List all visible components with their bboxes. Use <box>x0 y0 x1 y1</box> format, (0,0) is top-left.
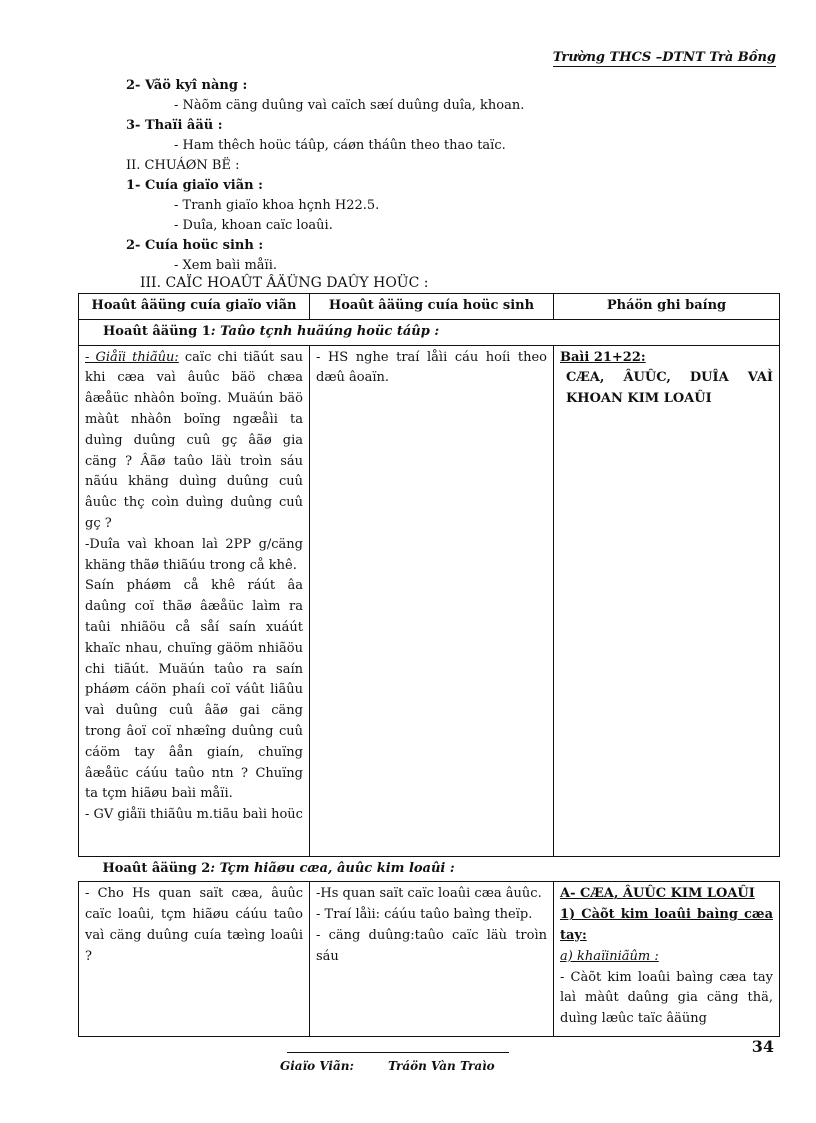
student-activity-cell: - HS nghe traí låìi cáu hoíi theo dæû âoaïn. <box>310 345 554 856</box>
activity-row <box>79 856 780 882</box>
table-row <box>79 882 780 1037</box>
activity-title: : Tçm hiãøu cæa, âuûc kim loaûi : <box>210 860 455 876</box>
skill-item: - Nàõm cäng duûng vaì caïch sæí duûng duîa, khoan. <box>174 98 525 113</box>
teacher-paragraph: - GV giåïi thiãûu m.tiãu baìi hoüc <box>85 807 303 823</box>
activities-heading: III. CAÏC HOAÛT ÂÄÜNG DAÛY HOÜC : <box>140 275 429 291</box>
intro-label: - Giåïi thiãûu: <box>85 349 179 365</box>
teacher-prep-item: - Duîa, khoan caïc loaûi. <box>174 218 333 233</box>
student-activity-cell: -Hs quan saït caïc loaûi cæa âuûc. - Traí låìi: cáúu taûo baìng theïp. - cäng duûng:taûo caïc läù troìn sáu <box>310 882 554 1037</box>
teacher-prep-item: - Tranh giaïo khoa hçnh H22.5. <box>174 198 380 213</box>
teacher-paragraph: -Duîa vaì khoan laì 2PP g/cäng khäng thãø thiãúu trong cå khê. <box>85 536 303 573</box>
board-subtitle: CÆA, ÂUÛC, DUÎA VAÌ KHOAN KIM LOAÛI <box>566 370 773 407</box>
teacher-label: Giaïo Viãn: <box>280 1059 354 1073</box>
activity-label: Hoaût âäüng 1 <box>103 323 211 339</box>
teacher-activity-cell: - Cho Hs quan saït cæa, âuûc caïc loaûi, tçm hiãøu cáúu taûo vaì cäng duûng cuía tæìng loaûi ? <box>79 882 310 1037</box>
attitude-item: - Ham thêch hoüc táûp, cáøn tháûn theo thao taïc. <box>174 138 506 153</box>
table-header-row <box>79 294 780 320</box>
prep-heading: II. CHUÁØN BË : <box>126 158 240 173</box>
teacher-signature: Tráön Vàn Traìo <box>388 1059 495 1073</box>
teacher-activity-cell <box>79 345 310 856</box>
board-def-label: a) khaïiniãûm : <box>560 948 659 964</box>
board-title: Baìi 21+22: <box>560 349 646 365</box>
col-student-header: Hoaût âäüng cuía hoüc sinh <box>310 294 554 320</box>
activity-row <box>79 319 780 345</box>
signature-line <box>287 1052 509 1053</box>
board-sub: 1) Càõt kim loaûi baìng cæa tay: <box>560 907 773 943</box>
board-section: A- CÆA, ÂUÛC KIM LOAÛI <box>560 886 755 902</box>
teacher-prep-heading: 1- Cuía giaïo viãn : <box>126 178 263 193</box>
board-cell <box>554 345 780 856</box>
teacher-paragraph: Saín pháøm cå khê ráút âa daûng coï thãø âæåüc laìm ra taûi nhiãöu cå såí saín xuáút khaïc nhau, chuïng gäöm nhiãöu chi tiãút. Muäún taûo ra saín pháøm cáön phaíi coï váût liãûu vaì duûng cuû âãø gai cäng trong âoï coï nhæîng duûng cuû cáöm tay âån giaín, chuïng âæåüc cáúu taûo ntn ? Chuïng ta tçm hiãøu baìi måïi. <box>85 578 303 802</box>
activity-1-title <box>79 319 780 345</box>
attitude-heading: 3- Thaïi âäü : <box>126 118 223 133</box>
col-board-header: Pháön ghi baíng <box>554 294 780 320</box>
activity-title: : Taûo tçnh huäúng hoüc táûp : <box>210 323 440 339</box>
activity-label: Hoaût âäüng 2 <box>102 860 211 876</box>
table-row <box>79 345 780 856</box>
lesson-table <box>78 293 780 1037</box>
school-header: Trường THCS –DTNT Trà Bồng <box>552 50 776 65</box>
page-number: 34 <box>751 1037 774 1056</box>
student-prep-item: - Xem baìi måïi. <box>174 258 277 273</box>
col-teacher-header: Hoaût âäüng cuía giaïo viãn <box>79 294 310 320</box>
student-prep-heading: 2- Cuía hoüc sinh : <box>126 238 264 253</box>
board-def-text: - Càõt kim loaûi baìng cæa tay laì màût daûng gia cäng thä, duìng læûc taïc âäüng <box>560 969 773 1027</box>
teacher-paragraph: - Giåïi thiãûu: caïc chi tiãút sau khi cæa vaì âuûc bäö chæa âæåüc nhàôn boïng. Muäún bäö màût nhàôn boïng ngæåìi ta duìng duûng cuû gç âãø gia cäng ? Âãø taûo läù troìn sáu nãúu khäng duìng duûng cuû âuûc thç coìn duìng duûng cuû gç ? <box>85 349 303 531</box>
skill-heading: 2- Vãö kyî nàng : <box>126 78 248 93</box>
activity-2-title <box>79 856 780 882</box>
board-cell <box>554 882 780 1037</box>
